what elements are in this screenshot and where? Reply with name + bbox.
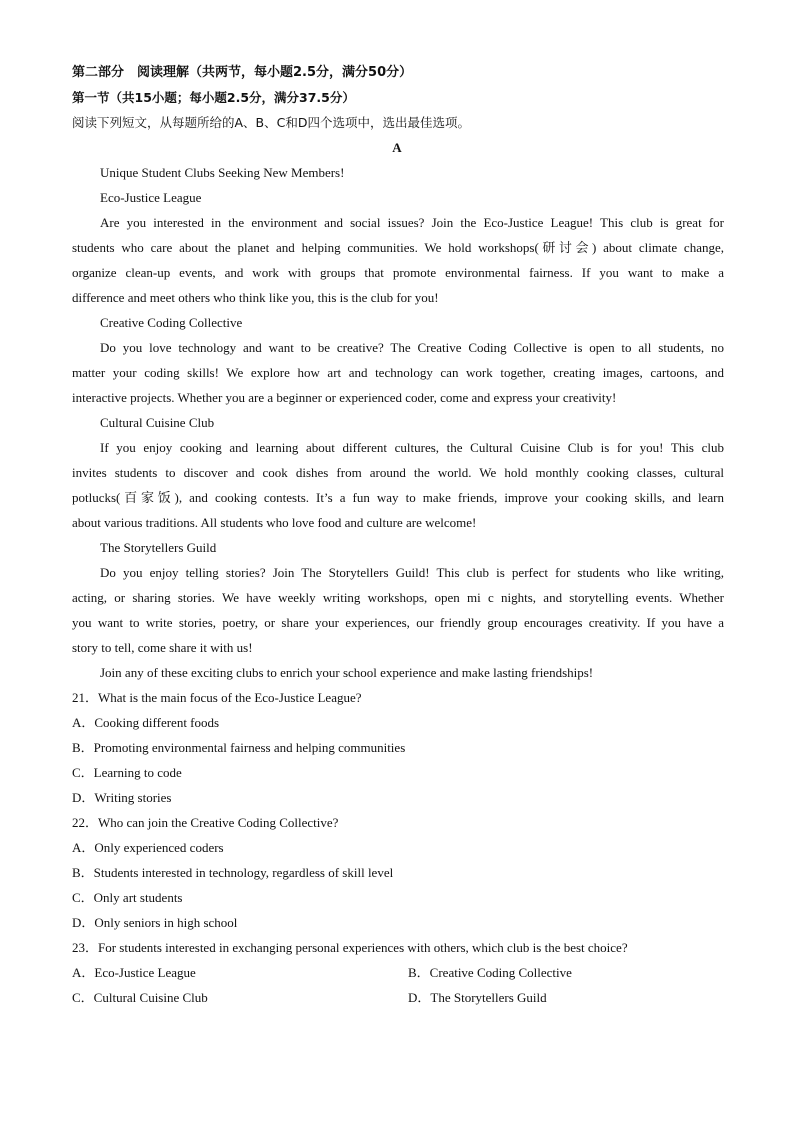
section-title: 第一节（共15小题；每小题2.5分，满分37.5分）	[72, 90, 355, 105]
answer-option: D．Writing stories	[72, 790, 172, 805]
paragraph-line: story to tell, come share it with us!	[72, 640, 253, 655]
paragraph-line: potlucks(百家饭), and cooking contests. It’s a fun way to make friends, improve your cooking skills, and learn	[72, 490, 724, 505]
closing-line: Join any of these exciting clubs to enrich your school experience and make lasting friendships!	[100, 665, 594, 680]
question-stem: 22．Who can join the Creative Coding Collective?	[72, 815, 339, 830]
answer-option: C．Only art students	[72, 890, 183, 905]
club-name: Creative Coding Collective	[100, 315, 243, 330]
paragraph-line: invites students to discover and cook dishes from around the world. We hold monthly cooking classes, cultural	[72, 465, 724, 480]
answer-option: C．Cultural Cuisine Club	[72, 990, 208, 1005]
paragraph-line: acting, or sharing stories. We have weekly writing workshops, open mi c nights, and storytelling events. Whether	[72, 590, 724, 605]
answer-option: A．Eco-Justice League	[72, 965, 196, 980]
paragraph-line: interactive projects. Whether you are a beginner or experienced coder, come and express your creativity!	[72, 390, 617, 405]
instructions: 阅读下列短文，从每题所给的A、B、C和D四个选项中，选出最佳选项。	[72, 115, 470, 130]
club-name: The Storytellers Guild	[100, 540, 217, 555]
passage-title: Unique Student Clubs Seeking New Members!	[100, 165, 345, 180]
paragraph-line: matter your coding skills! We explore how art and technology can work together, creating images, cartoons, and	[72, 365, 724, 380]
answer-option: B．Students interested in technology, regardless of skill level	[72, 865, 394, 880]
answer-option: A．Only experienced coders	[72, 840, 224, 855]
answer-option: B．Promoting environmental fairness and helping communities	[72, 740, 406, 755]
club-name: Cultural Cuisine Club	[100, 415, 215, 430]
answer-option: A．Cooking different foods	[72, 715, 220, 730]
answer-option: D．Only seniors in high school	[72, 915, 238, 930]
answer-option: D．The Storytellers Guild	[408, 990, 547, 1005]
paragraph-line: Are you interested in the environment and social issues? Join the Eco-Justice League! This club is great for	[100, 215, 724, 230]
question-stem: 21．What is the main focus of the Eco-Justice League?	[72, 690, 362, 705]
paragraph-line: difference and meet others who think like you, this is the club for you!	[72, 290, 439, 305]
passage-label: A	[392, 140, 402, 155]
part-title: 第二部分 阅读理解（共两节，每小题2.5分，满分50分）	[72, 65, 413, 80]
paragraph-line: organize clean-up events, and work with groups that promote environmental fairness. If you want to make a	[72, 265, 724, 280]
paragraph-line: If you enjoy cooking and learning about different cultures, the Cultural Cuisine Club is for you! This club	[100, 440, 724, 455]
paragraph-line: about various traditions. All students who love food and culture are welcome!	[72, 515, 477, 530]
question-stem: 23．For students interested in exchanging personal experiences with others, which club is the best choice?	[72, 940, 628, 955]
paragraph-line: Do you enjoy telling stories? Join The Storytellers Guild! This club is perfect for students who like writing,	[100, 565, 724, 580]
paragraph-line: you want to write stories, poetry, or share your experiences, our friendly group encourages creativity. If you have a	[72, 615, 724, 630]
answer-option: C．Learning to code	[72, 765, 182, 780]
club-name: Eco-Justice League	[100, 190, 202, 205]
answer-option: B．Creative Coding Collective	[408, 965, 572, 980]
paragraph-line: Do you love technology and want to be creative? The Creative Coding Collective is open to all students, no	[100, 340, 724, 355]
paragraph-line: students who care about the planet and helping communities. We hold workshops(研讨会) about climate change,	[72, 240, 724, 255]
